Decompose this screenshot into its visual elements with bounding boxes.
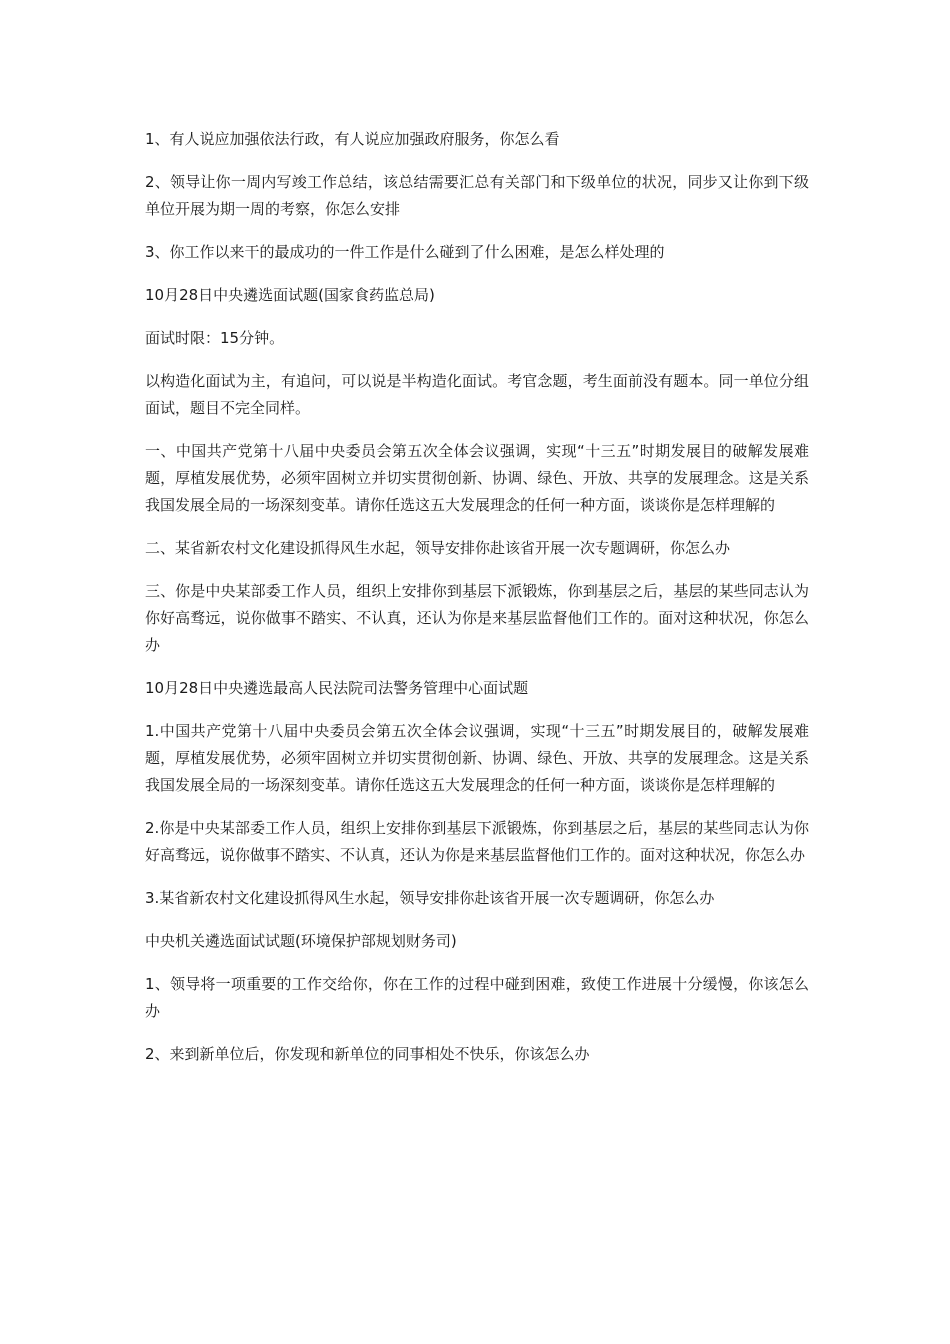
paragraph: 3、你工作以来干的最成功的一件工作是什么碰到了什么困难，是怎么样处理的 [145, 243, 665, 261]
paragraph: 3.某省新农村文化建设抓得风生水起，领导安排你赴该省开展一次专题调研，你怎么办 [145, 889, 715, 907]
paragraph: 三、你是中央某部委工作人员，组织上安排你到基层下派锻炼，你到基层之后，基层的某些同志认为你好高骛远，说你做事不踏实、不认真，还认为你是来基层监督他们工作的。面对这种状况，你怎么办 [145, 582, 809, 654]
paragraph: 1.中国共产党第十八届中央委员会第五次全体会议强调，实现“十三五”时期发展目的，破解发展难题，厚植发展优势，必须牢固树立并切实贯彻创新、协调、绿色、开放、共享的发展理念。这是关系我国发展全局的一场深刻变革。请你任选这五大发展理念的任何一种方面，谈谈你是怎样理解的 [145, 722, 809, 794]
paragraph: 2、领导让你一周内写竣工作总结，该总结需要汇总有关部门和下级单位的状况，同步又让你到下级单位开展为期一周的考察，你怎么安排 [145, 173, 809, 218]
section-heading: 中央机关遴选面试试题(环境保护部规划财务司) [145, 932, 457, 950]
paragraph: 面试时限：15分钟。 [145, 329, 285, 347]
document-body [145, 126, 809, 1084]
section-heading: 10月28日中央遴选最高人民法院司法警务管理中心面试题 [145, 679, 529, 697]
paragraph: 以构造化面试为主，有追问，可以说是半构造化面试。考官念题，考生面前没有题本。同一单位分组面试，题目不完全同样。 [145, 372, 809, 417]
paragraph: 1、领导将一项重要的工作交给你，你在工作的过程中碰到困难，致使工作进展十分缓慢，你该怎么办 [145, 975, 809, 1020]
paragraph: 一、中国共产党第十八届中央委员会第五次全体会议强调，实现“十三五”时期发展目的破解发展难题，厚植发展优势，必须牢固树立并切实贯彻创新、协调、绿色、开放、共享的发展理念。这是关系我国发展全局的一场深刻变革。请你任选这五大发展理念的任何一种方面，谈谈你是怎样理解的 [145, 442, 809, 514]
section-heading: 10月28日中央遴选面试题(国家食药监总局) [145, 286, 435, 304]
paragraph: 1、有人说应加强依法行政，有人说应加强政府服务，你怎么看 [145, 130, 560, 148]
paragraph: 2.你是中央某部委工作人员，组织上安排你到基层下派锻炼，你到基层之后，基层的某些同志认为你好高骛远，说你做事不踏实、不认真，还认为你是来基层监督他们工作的。面对这种状况，你怎么办 [145, 819, 809, 864]
paragraph: 二、某省新农村文化建设抓得风生水起，领导安排你赴该省开展一次专题调研，你怎么办 [145, 539, 731, 557]
paragraph: 2、来到新单位后，你发现和新单位的同事相处不快乐，你该怎么办 [145, 1045, 590, 1063]
